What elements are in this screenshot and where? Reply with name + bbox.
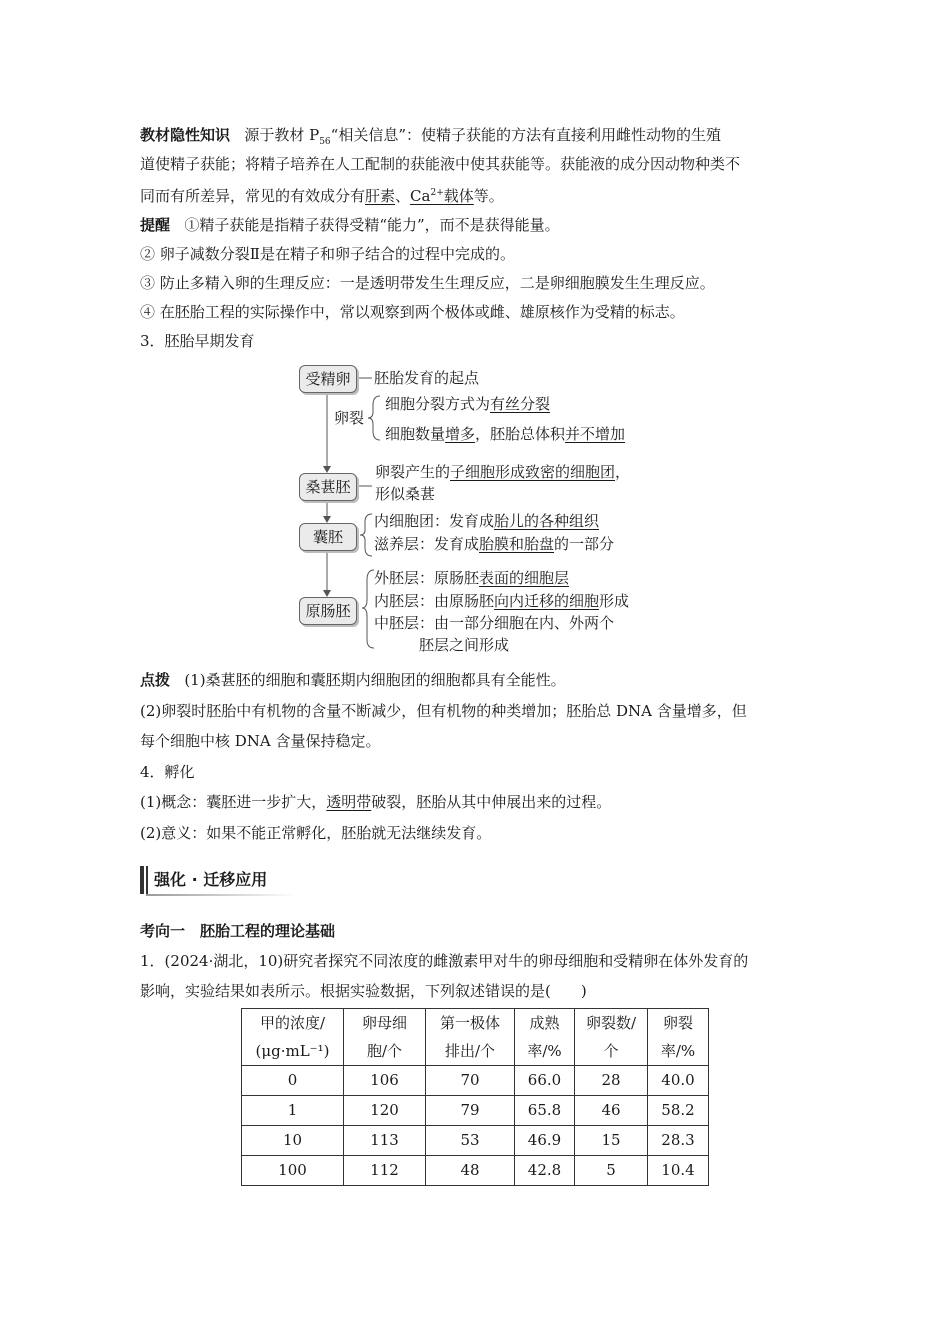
table-cell: 48 <box>426 1156 515 1186</box>
table-cell: 58.2 <box>648 1096 709 1126</box>
table-cell: 42.8 <box>515 1156 575 1186</box>
node-blastocyst: 囊胚 <box>299 523 357 551</box>
text: ①精子获能是指精子获得受精“能力”，而不是获得能量。 <box>184 216 560 234</box>
table-header-row <box>242 1009 709 1066</box>
header-text: 个 <box>603 1042 619 1060</box>
table-cell: 5 <box>575 1156 648 1186</box>
table-row <box>242 1096 709 1126</box>
table-cell: 79 <box>426 1096 515 1126</box>
text: 形成 <box>599 592 630 610</box>
zygote-desc: 胚胎发育的起点 <box>374 369 480 387</box>
underlined-answer: 胎膜和胎盘 <box>479 535 555 553</box>
underlined-answer: 有丝分裂 <box>490 395 551 413</box>
header-text: 卵裂 <box>662 1014 693 1032</box>
text: 同而有所差异，常见的有效成分有 <box>140 187 366 205</box>
node-gastrula: 原肠胚 <box>299 597 357 625</box>
morula-line-2: 形似桑葚 <box>375 485 436 503</box>
text: (1)概念：囊胚进一步扩大， <box>140 793 327 811</box>
header-text: 胞/个 <box>366 1042 403 1060</box>
text: 载体 <box>443 187 474 205</box>
table-row <box>242 1126 709 1156</box>
tip-line-1 <box>140 670 566 690</box>
table-cell: 15 <box>575 1126 648 1156</box>
header-text: 率/% <box>660 1042 696 1060</box>
table-cell: 53 <box>426 1126 515 1156</box>
section-header-title: 强化 · 迁移应用 <box>154 870 268 889</box>
table-cell: 40.0 <box>648 1066 709 1096</box>
header-text: 排出/个 <box>444 1042 496 1060</box>
section-4-title: 4．孵化 <box>140 763 195 781</box>
table-header <box>515 1009 575 1066</box>
table-cell: 28 <box>575 1066 648 1096</box>
tip-label: 点拨 <box>140 671 171 689</box>
node-morula: 桑葚胚 <box>299 473 357 501</box>
hatch-line-1 <box>140 792 611 812</box>
table-header <box>242 1009 344 1066</box>
section-3-title: 3．胚胎早期发育 <box>140 332 255 350</box>
table-cell: 66.0 <box>515 1066 575 1096</box>
text: Ca <box>410 187 431 205</box>
tip-line-3: 每个细胞中核 DNA 含量保持稳定。 <box>140 732 381 750</box>
table-header <box>648 1009 709 1066</box>
text: ，胚胎总体积 <box>475 425 566 443</box>
gastrula-line-2 <box>374 591 629 611</box>
reminder-line-2: ② 卵子减数分裂Ⅱ是在精子和卵子结合的过程中完成的。 <box>140 245 515 263</box>
question-line-2: 影响，实验结果如表所示。根据实验数据，下列叙述错误的是( ) <box>140 982 587 1000</box>
reminder-label: 提醒 <box>140 216 171 234</box>
text: 内胚层：由原肠胚 <box>374 592 495 610</box>
text: “相关信息”：使精子获能的方法有直接利用雌性动物的生殖 <box>330 126 721 144</box>
table-cell: 0 <box>242 1066 344 1096</box>
table-cell: 112 <box>344 1156 426 1186</box>
table-cell: 46 <box>575 1096 648 1126</box>
node-zygote: 受精卵 <box>299 365 357 393</box>
underlined-answer: 向内迁移的细胞 <box>494 592 600 610</box>
hidden-knowledge-line-2: 道使精子获能；将精子培养在人工配制的获能液中使其获能等。获能液的成分因动物种类不 <box>140 155 741 173</box>
gastrula-line-4: 胚层之间形成 <box>419 636 510 654</box>
gastrula-line-3: 中胚层：由一部分细胞在内、外两个 <box>374 614 615 632</box>
text: (1)桑葚胚的细胞和囊胚期内细胞团的细胞都具有全能性。 <box>184 671 566 689</box>
text: 滋养层：发育成 <box>374 535 480 553</box>
table-header <box>575 1009 648 1066</box>
table-cell: 10 <box>242 1126 344 1156</box>
text: 等。 <box>473 187 504 205</box>
text: 、 <box>395 187 411 205</box>
underlined-answer: 胎儿的各种组织 <box>494 512 600 530</box>
underlined-answer: 子细胞形成致密的细胞团 <box>450 463 616 481</box>
header-text: 第一极体 <box>439 1014 500 1032</box>
text: 破裂，胚胎从其中伸展出来的过程。 <box>371 793 612 811</box>
text: 源于教材 P <box>244 126 320 144</box>
table-header <box>426 1009 515 1066</box>
underlined-answer: 透明带 <box>326 793 372 811</box>
superscript: 2+ <box>430 188 444 198</box>
underlined-answer: 肝素 <box>365 187 396 205</box>
text: 外胚层：原肠胚 <box>374 569 480 587</box>
table-header <box>344 1009 426 1066</box>
text: ， <box>615 463 631 481</box>
header-text: 卵裂数/ <box>585 1014 637 1032</box>
header-text: 成熟 <box>529 1014 560 1032</box>
text: 内细胞团：发育成 <box>374 512 495 530</box>
cleavage-label: 卵裂 <box>334 409 365 427</box>
cleavage-line-1 <box>385 394 550 414</box>
table-row <box>242 1066 709 1096</box>
underlined-answer: 表面的细胞层 <box>479 569 570 587</box>
table-cell: 10.4 <box>648 1156 709 1186</box>
text: 细胞数量 <box>385 425 446 443</box>
underlined-answer: 并不增加 <box>565 425 626 443</box>
page-subscript: 56 <box>319 137 331 147</box>
table-row <box>242 1156 709 1186</box>
table-cell: 106 <box>344 1066 426 1096</box>
blastocyst-line-2 <box>374 534 614 554</box>
text: 卵裂产生的 <box>375 463 451 481</box>
header-text: (μg·mL⁻¹) <box>255 1042 330 1060</box>
header-text: 卵母细 <box>361 1014 407 1032</box>
results-table <box>241 1008 709 1186</box>
section-header <box>140 864 294 896</box>
header-mark <box>140 866 144 894</box>
header-mark <box>146 866 148 894</box>
hatch-line-2: (2)意义：如果不能正常孵化，胚胎就无法继续发育。 <box>140 824 492 842</box>
header-text: 甲的浓度/ <box>259 1014 326 1032</box>
gastrula-line-1 <box>374 568 569 588</box>
hidden-knowledge-label: 教材隐性知识 <box>140 126 231 144</box>
blastocyst-line-1 <box>374 511 599 531</box>
header-text: 率/% <box>527 1042 562 1060</box>
text: 细胞分裂方式为 <box>385 395 491 413</box>
morula-line-1 <box>375 462 630 482</box>
cleavage-line-2 <box>385 424 625 444</box>
table-cell: 100 <box>242 1156 344 1186</box>
table-cell: 65.8 <box>515 1096 575 1126</box>
header-rule <box>146 894 296 896</box>
tip-line-2: (2)卵裂时胚胎中有机物的含量不断减少，但有机物的种类增加；胚胎总 DNA 含量增多，但 <box>140 702 747 720</box>
text: 的一部分 <box>554 535 615 553</box>
table-cell: 113 <box>344 1126 426 1156</box>
table-cell: 28.3 <box>648 1126 709 1156</box>
table-cell: 1 <box>242 1096 344 1126</box>
table-cell: 120 <box>344 1096 426 1126</box>
reminder-line-4: ④ 在胚胎工程的实际操作中，常以观察到两个极体或雌、雄原核作为受精的标志。 <box>140 303 685 321</box>
question-line-1: 1．(2024·湖北，10)研究者探究不同浓度的雌激素甲对牛的卵母细胞和受精卵在体外发育的 <box>140 952 749 970</box>
underlined-answer: 增多 <box>445 425 476 443</box>
table-cell: 46.9 <box>515 1126 575 1156</box>
reminder-line-3: ③ 防止多精入卵的生理反应：一是透明带发生生理反应，二是卵细胞膜发生生理反应。 <box>140 274 715 292</box>
direction-title: 考向一 胚胎工程的理论基础 <box>140 922 336 940</box>
table-cell: 70 <box>426 1066 515 1096</box>
